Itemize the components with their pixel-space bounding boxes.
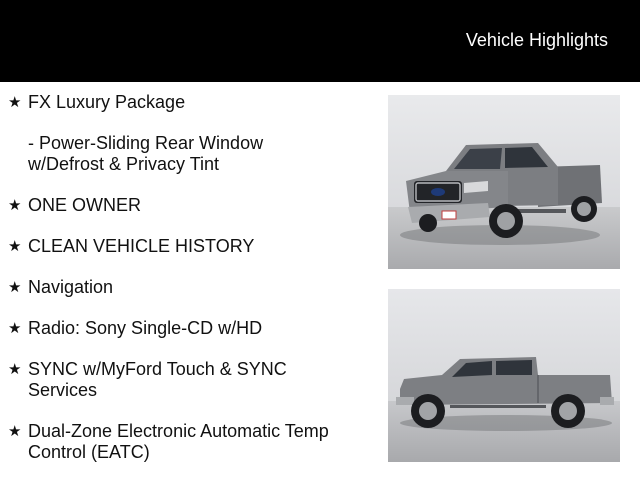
list-item [8, 359, 328, 401]
star-icon: ★ [8, 423, 22, 440]
list-item [8, 195, 368, 216]
list-item-text: Dual-Zone Electronic Automatic Temp Control (EATC) [28, 421, 329, 462]
truck-side-photo [388, 289, 620, 462]
star-icon: ★ [8, 94, 22, 111]
star-icon: ★ [8, 320, 22, 337]
list-item [8, 133, 298, 175]
page-title: Vehicle Highlights [465, 30, 608, 50]
list-item-text: - Power-Sliding Rear Window w/Defrost & Privacy Tint [28, 133, 264, 174]
star-icon: ★ [8, 238, 22, 255]
star-icon: ★ [8, 361, 22, 378]
list-item [8, 92, 368, 113]
list-item-text: SYNC w/MyFord Touch & SYNC Services [28, 359, 287, 400]
header-bar [0, 0, 640, 82]
truck-front-photo [388, 95, 620, 269]
list-item-text: Radio: Sony Single-CD w/HD [28, 318, 263, 338]
star-icon: ★ [8, 197, 22, 214]
list-item [8, 421, 368, 463]
list-item-text: FX Luxury Package [28, 92, 186, 112]
list-item [8, 318, 368, 339]
list-item [8, 277, 368, 298]
list-item-text: ONE OWNER [28, 195, 142, 215]
list-item-text: Navigation [28, 277, 114, 297]
star-icon: ★ [8, 279, 22, 296]
list-item-text: CLEAN VEHICLE HISTORY [28, 236, 255, 256]
highlights-list [8, 92, 368, 463]
list-item [8, 236, 368, 257]
